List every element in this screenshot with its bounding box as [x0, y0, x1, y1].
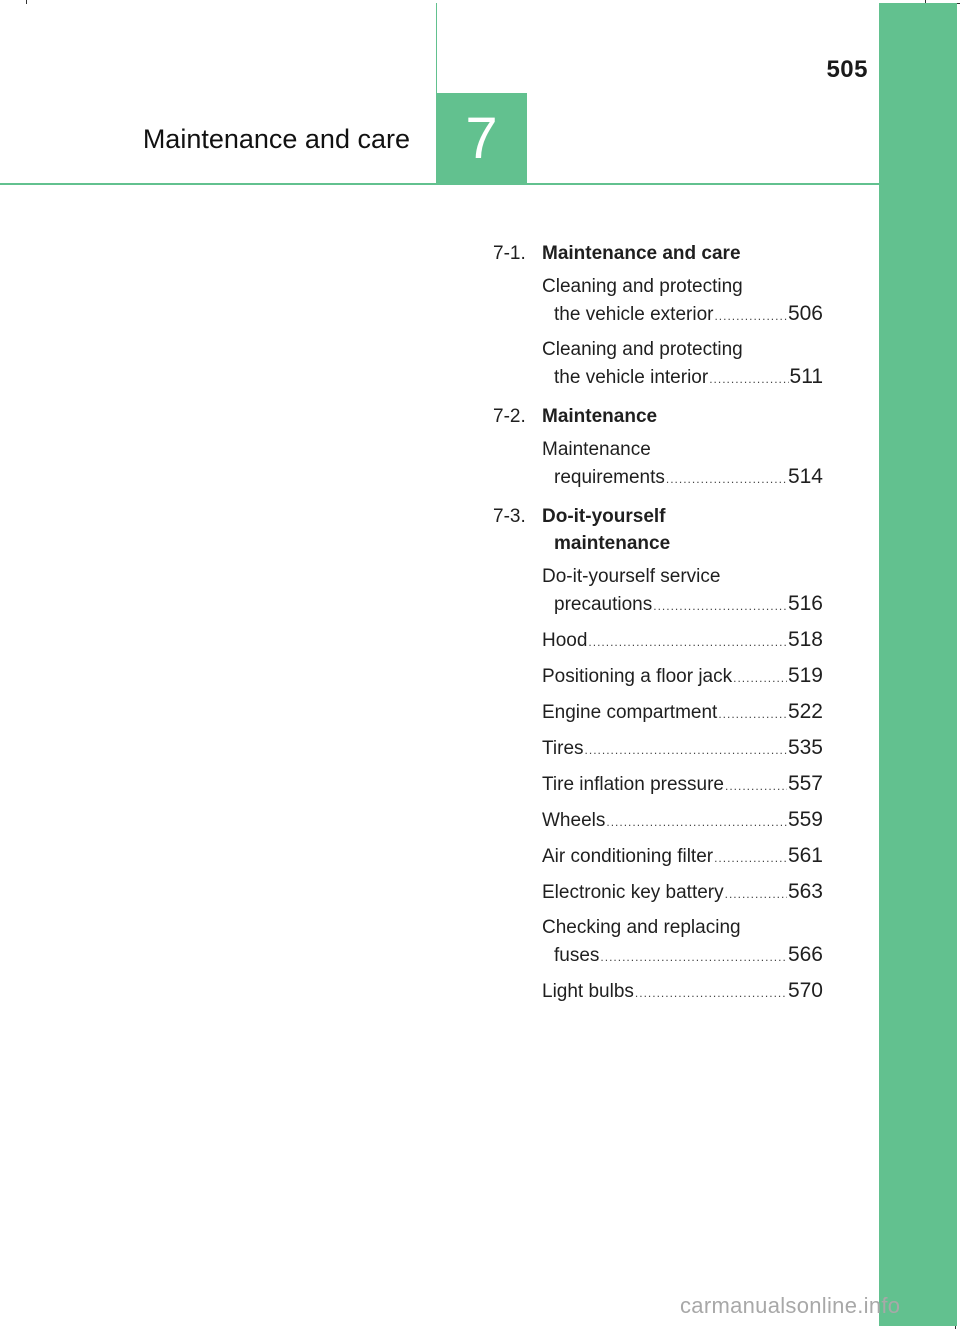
watermark: carmanualsonline.info [680, 1293, 901, 1318]
toc-entry-label: precautions [554, 594, 653, 615]
page-number: 505 [826, 56, 868, 83]
toc-entry[interactable] [493, 563, 823, 620]
toc-entry-label: Tire inflation pressure [542, 774, 724, 795]
toc-dot-leader [588, 629, 787, 656]
toc-dot-leader [606, 809, 787, 836]
toc-entry-label: the vehicle interior [554, 367, 709, 388]
chapter-title: Maintenance and care [142, 124, 410, 154]
toc-section-title [542, 240, 823, 267]
toc-entry-page: 535 [787, 736, 823, 759]
toc-entry-page: 511 [789, 365, 823, 388]
toc-dot-leader [718, 701, 787, 728]
toc-entry-label: requirements [554, 467, 665, 488]
toc-entry-label: Cleaning and protecting [542, 276, 743, 297]
toc-dot-leader [714, 845, 787, 872]
toc-entry-page: 518 [787, 628, 823, 651]
toc-entry[interactable] [493, 770, 823, 800]
toc-entry-label: Air conditioning filter [542, 846, 714, 867]
toc-section-title [542, 503, 823, 557]
chapter-sidebar-tab [879, 3, 957, 1326]
toc-dot-leader [666, 466, 787, 493]
toc-entry-label: Cleaning and protecting [542, 339, 743, 360]
crop-mark-top-left [26, 0, 27, 4]
toc-entry-page: 514 [787, 465, 823, 488]
toc-entry-page: 566 [787, 943, 823, 966]
table-of-contents [493, 240, 823, 1017]
toc-section-number: 7-1. [493, 243, 526, 264]
toc-dot-leader [733, 665, 787, 692]
toc-entry-label: Tires [542, 738, 584, 759]
toc-entry[interactable] [493, 626, 823, 656]
toc-dot-leader [585, 737, 787, 764]
toc-section [493, 240, 823, 393]
chapter-number: 7 [465, 105, 498, 171]
toc-section-title-line: Do-it-yourself [542, 506, 666, 527]
toc-section-number: 7-3. [493, 506, 526, 527]
toc-entry[interactable] [493, 436, 823, 493]
toc-section [493, 503, 823, 1007]
header-vertical-rule [436, 3, 437, 93]
toc-entry[interactable] [493, 698, 823, 728]
toc-section-title-line: maintenance [554, 533, 671, 554]
toc-entry-page: 559 [787, 808, 823, 831]
toc-entry-label: Do-it-yourself service [542, 566, 721, 587]
toc-entry-page: 561 [787, 844, 823, 867]
toc-entry-label: Positioning a floor jack [542, 666, 733, 687]
toc-dot-leader [653, 593, 787, 620]
toc-entry-label: Checking and replacing [542, 917, 741, 938]
toc-section [493, 403, 823, 493]
toc-entry[interactable] [493, 662, 823, 692]
toc-entry-label: fuses [554, 945, 600, 966]
toc-dot-leader [725, 773, 787, 800]
toc-entry-page: 506 [787, 302, 823, 325]
toc-entry-page: 563 [787, 880, 823, 903]
toc-section-heading [493, 503, 823, 557]
toc-entry-label: Electronic key battery [542, 882, 724, 903]
toc-entry[interactable] [493, 977, 823, 1007]
toc-entry[interactable] [493, 734, 823, 764]
toc-dot-leader [725, 881, 787, 908]
toc-entry[interactable] [493, 914, 823, 971]
toc-section-heading [493, 403, 823, 430]
toc-dot-leader [635, 980, 787, 1007]
toc-entry[interactable] [493, 273, 823, 330]
toc-dot-leader [714, 303, 786, 330]
toc-entry-page: 516 [787, 592, 823, 615]
toc-entry-label: Light bulbs [542, 981, 634, 1002]
toc-entry[interactable] [493, 806, 823, 836]
toc-entry-label: Maintenance [542, 439, 651, 460]
toc-dot-leader [600, 944, 787, 971]
toc-section-heading [493, 240, 823, 267]
toc-entry[interactable] [493, 878, 823, 908]
toc-entry-label: the vehicle exterior [554, 304, 714, 325]
toc-dot-leader [709, 366, 788, 393]
toc-section-title-line: Maintenance [542, 406, 658, 427]
toc-section-title-line: Maintenance and care [542, 243, 741, 264]
toc-entry[interactable] [493, 842, 823, 872]
toc-entry-label: Engine compartment [542, 702, 718, 723]
toc-section-number: 7-2. [493, 406, 526, 427]
toc-entry[interactable] [493, 336, 823, 393]
chapter-number-box [436, 93, 527, 184]
toc-entry-page: 519 [787, 664, 823, 687]
toc-entry-page: 570 [787, 979, 823, 1002]
toc-entry-page: 557 [787, 772, 823, 795]
toc-section-title [542, 403, 823, 430]
toc-entry-page: 522 [787, 700, 823, 723]
toc-entry-label: Wheels [542, 810, 606, 831]
toc-entry-label: Hood [542, 630, 588, 651]
